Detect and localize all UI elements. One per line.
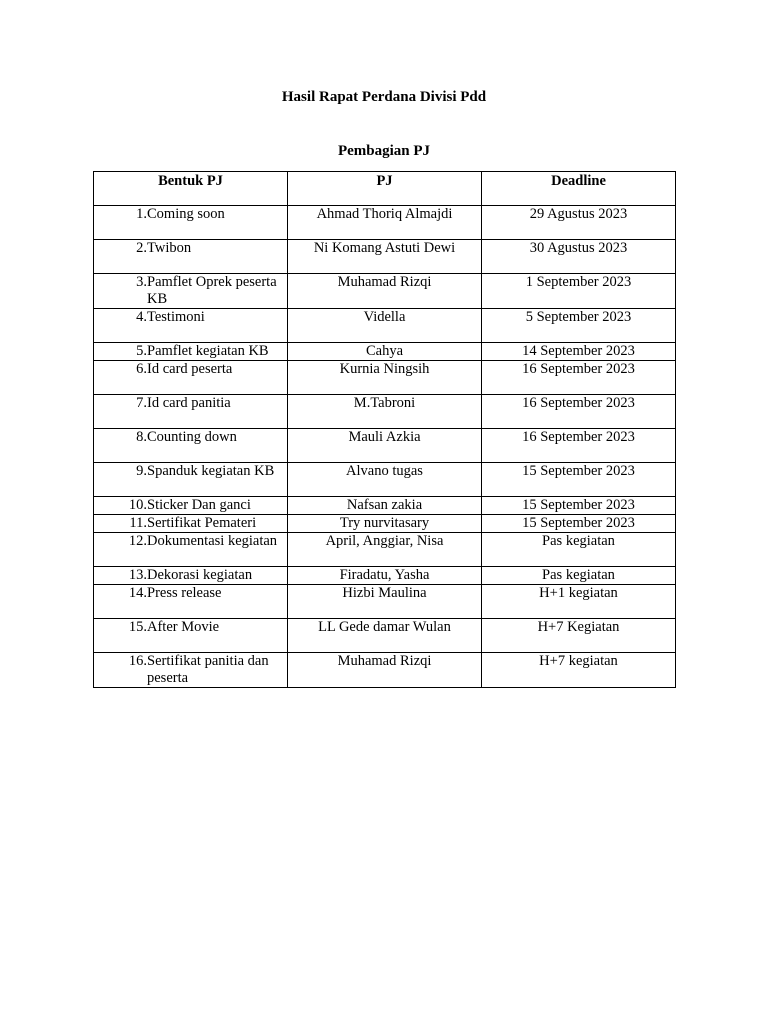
table-row xyxy=(94,567,676,585)
item-number: 2. xyxy=(136,240,147,256)
item-label: Dekorasi kegiatan xyxy=(147,567,253,583)
bentuk-cell xyxy=(94,497,288,515)
deadline-cell: 15 September 2023 xyxy=(482,497,676,515)
item-label: Coming soon xyxy=(147,206,225,222)
item-number: 4. xyxy=(136,309,147,325)
item-label: Pamflet Oprek peserta KB xyxy=(147,274,277,307)
deadline-cell: 1 September 2023 xyxy=(482,274,676,309)
bentuk-cell xyxy=(94,619,288,653)
item-number: 7. xyxy=(136,395,147,411)
item-number: 5. xyxy=(136,343,147,359)
bentuk-cell xyxy=(94,463,288,497)
bentuk-cell xyxy=(94,429,288,463)
pj-cell: M.Tabroni xyxy=(288,395,482,429)
item-label: Id card panitia xyxy=(147,395,231,411)
deadline-cell: 14 September 2023 xyxy=(482,343,676,361)
deadline-cell: H+1 kegiatan xyxy=(482,585,676,619)
pj-cell: Kurnia Ningsih xyxy=(288,361,482,395)
table-row xyxy=(94,240,676,274)
bentuk-cell xyxy=(94,653,288,688)
item-number: 3. xyxy=(136,274,147,290)
item-label: Sticker Dan ganci xyxy=(147,497,251,513)
table-row xyxy=(94,429,676,463)
document-title: Hasil Rapat Perdana Divisi Pdd xyxy=(281,89,487,105)
deadline-cell: 5 September 2023 xyxy=(482,309,676,343)
bentuk-cell xyxy=(94,361,288,395)
table-row xyxy=(94,361,676,395)
item-label: Press release xyxy=(147,585,222,601)
table-row xyxy=(94,395,676,429)
header-bentuk-pj: Bentuk PJ xyxy=(94,172,288,206)
pj-cell: Vidella xyxy=(288,309,482,343)
deadline-cell: Pas kegiatan xyxy=(482,567,676,585)
table-row xyxy=(94,463,676,497)
table-row xyxy=(94,515,676,533)
bentuk-cell xyxy=(94,309,288,343)
item-label: Id card peserta xyxy=(147,361,233,377)
bentuk-cell xyxy=(94,567,288,585)
item-number: 14. xyxy=(128,585,147,601)
table-row xyxy=(94,619,676,653)
pj-cell: Muhamad Rizqi xyxy=(288,274,482,309)
deadline-cell: 15 September 2023 xyxy=(482,463,676,497)
item-number: 13. xyxy=(128,567,147,583)
table-row xyxy=(94,274,676,309)
table-caption: Pembagian PJ xyxy=(337,143,431,159)
header-pj: PJ xyxy=(288,172,482,206)
deadline-cell: 15 September 2023 xyxy=(482,515,676,533)
table-row xyxy=(94,653,676,688)
pj-cell: April, Anggiar, Nisa xyxy=(288,533,482,567)
bentuk-cell xyxy=(94,585,288,619)
item-label: Testimoni xyxy=(147,309,205,325)
table-row xyxy=(94,497,676,515)
pj-cell: Hizbi Maulina xyxy=(288,585,482,619)
deadline-cell: 29 Agustus 2023 xyxy=(482,206,676,240)
item-number: 9. xyxy=(136,463,147,479)
table-row xyxy=(94,309,676,343)
bentuk-cell xyxy=(94,395,288,429)
table-header-row xyxy=(94,172,676,206)
deadline-cell: 16 September 2023 xyxy=(482,395,676,429)
item-label: Sertifikat Pemateri xyxy=(147,515,257,531)
deadline-cell: 16 September 2023 xyxy=(482,429,676,463)
bentuk-cell xyxy=(94,274,288,309)
table-row xyxy=(94,206,676,240)
pj-cell: Try nurvitasary xyxy=(288,515,482,533)
item-label: Dokumentasi kegiatan xyxy=(147,533,278,549)
deadline-cell: H+7 Kegiatan xyxy=(482,619,676,653)
pj-cell: Ni Komang Astuti Dewi xyxy=(288,240,482,274)
item-number: 16. xyxy=(128,653,147,669)
pj-cell: Firadatu, Yasha xyxy=(288,567,482,585)
table-row xyxy=(94,585,676,619)
item-number: 1. xyxy=(136,206,147,222)
deadline-cell: 16 September 2023 xyxy=(482,361,676,395)
pj-cell: Mauli Azkia xyxy=(288,429,482,463)
item-number: 11. xyxy=(129,515,147,531)
item-number: 12. xyxy=(128,533,147,549)
pj-cell: Nafsan zakia xyxy=(288,497,482,515)
deadline-cell: Pas kegiatan xyxy=(482,533,676,567)
pj-cell: LL Gede damar Wulan xyxy=(288,619,482,653)
table-row xyxy=(94,343,676,361)
item-label: After Movie xyxy=(147,619,220,635)
header-deadline: Deadline xyxy=(482,172,676,206)
item-number: 10. xyxy=(128,497,147,513)
deadline-cell: H+7 kegiatan xyxy=(482,653,676,688)
item-label: Twibon xyxy=(147,240,192,256)
pj-cell: Alvano tugas xyxy=(288,463,482,497)
deadline-cell: 30 Agustus 2023 xyxy=(482,240,676,274)
item-label: Spanduk kegiatan KB xyxy=(147,463,275,479)
bentuk-cell xyxy=(94,533,288,567)
bentuk-cell xyxy=(94,206,288,240)
pj-assignment-table xyxy=(93,171,676,688)
item-number: 8. xyxy=(136,429,147,445)
bentuk-cell xyxy=(94,343,288,361)
table-row xyxy=(94,533,676,567)
pj-cell: Muhamad Rizqi xyxy=(288,653,482,688)
item-label: Counting down xyxy=(147,429,237,445)
bentuk-cell xyxy=(94,240,288,274)
pj-cell: Ahmad Thoriq Almajdi xyxy=(288,206,482,240)
item-number: 15. xyxy=(128,619,147,635)
pj-cell: Cahya xyxy=(288,343,482,361)
bentuk-cell xyxy=(94,515,288,533)
item-number: 6. xyxy=(136,361,147,377)
item-label: Pamflet kegiatan KB xyxy=(147,343,269,359)
item-label: Sertifikat panitia dan peserta xyxy=(147,653,269,686)
